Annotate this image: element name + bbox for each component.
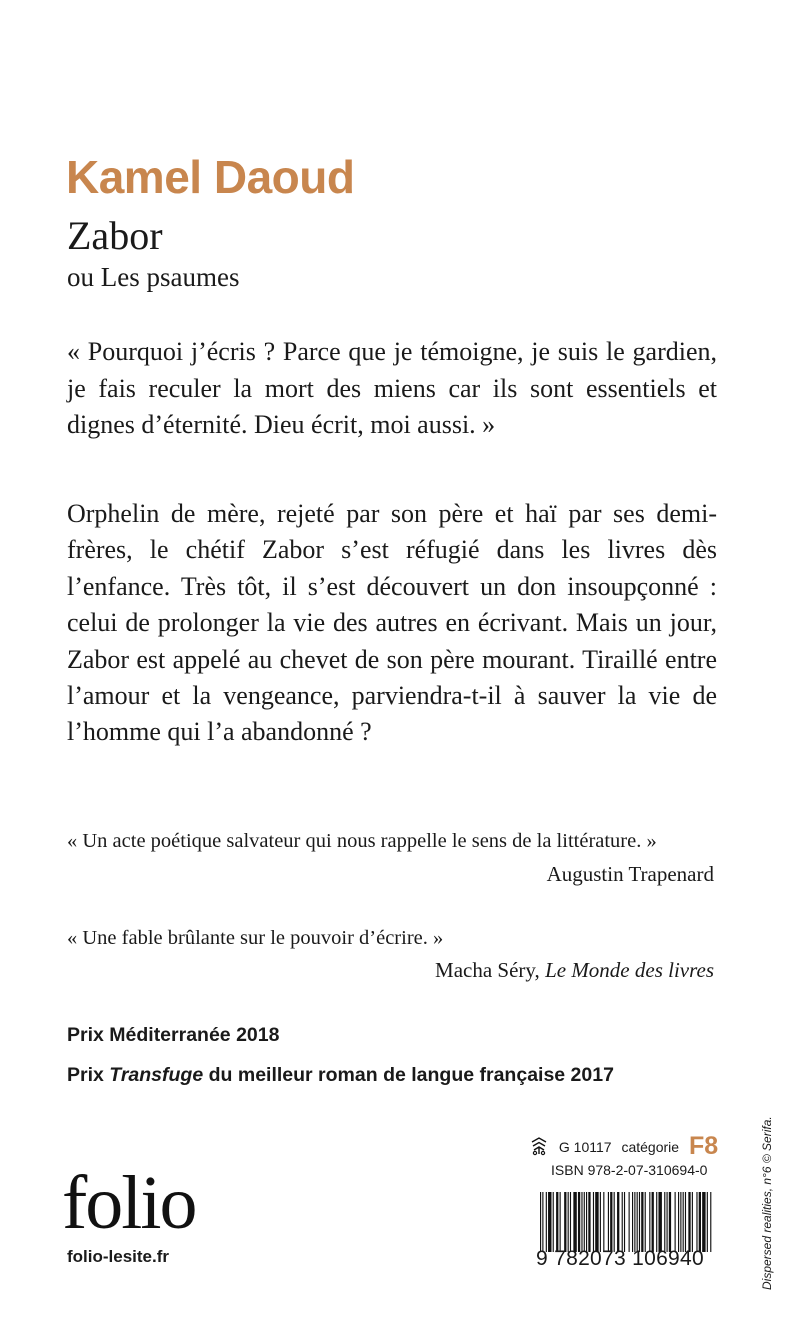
catalog-code: G 10117 <box>558 1139 612 1155</box>
prize-2-suffix: du meilleur roman de langue française 2017 <box>203 1064 614 1086</box>
barcode-bar <box>639 1192 640 1252</box>
barcode-bar <box>560 1192 561 1252</box>
barcode-bar <box>624 1192 625 1252</box>
barcode-bar <box>548 1192 551 1252</box>
barcode-bar <box>692 1192 693 1252</box>
isbn: ISBN 978-2-07-310694-0 <box>551 1162 708 1178</box>
barcode-bar <box>656 1192 657 1252</box>
blurb-paragraph: Orphelin de mère, rejeté par son père et haï par ses demi-frères, le chétif Zabor s’est réfugié dans les livres dès l’enfance. Très tôt, il s’est découvert un don insoupçonné : celui de prolonger la vie des autres en écrivant. Mais un jour, Zabor est appelé au chevet de son père mourant. Tiraillé entre l’amour et la vengeance, parviendra-t-il à sauver la vie de l’homme qui l’a abandonné ? <box>67 499 717 747</box>
category-code: F8 <box>688 1132 719 1160</box>
barcode <box>538 1192 714 1252</box>
barcode-bar <box>683 1192 684 1252</box>
barcode-bar <box>652 1192 654 1252</box>
barcode-bar <box>649 1192 650 1252</box>
review-author-name-1: Augustin Trapenard <box>546 862 714 886</box>
prize-2 <box>67 1064 614 1087</box>
author-name: Kamel Daoud <box>66 151 355 203</box>
barcode-bar <box>568 1192 569 1252</box>
barcode-bar <box>632 1192 633 1252</box>
review-author-1 <box>547 862 714 887</box>
barcode-bar <box>556 1192 558 1252</box>
barcode-bar <box>641 1192 643 1252</box>
book-title: Zabor <box>67 213 163 258</box>
barcode-bar <box>600 1192 601 1252</box>
barcode-bar <box>680 1192 681 1252</box>
barcode-bar <box>669 1192 671 1252</box>
review-quote-1: « Un acte poétique salvateur qui nous rappelle le sens de la littérature. » <box>67 830 657 852</box>
review-source-2: Le Monde des livres <box>545 958 714 982</box>
barcode-bar <box>573 1192 576 1252</box>
barcode-bar <box>617 1192 619 1252</box>
barcode-bar <box>546 1192 547 1252</box>
barcode-bar <box>629 1192 630 1252</box>
barcode-bar <box>685 1192 686 1252</box>
barcode-bar <box>678 1192 679 1252</box>
barcode-bar <box>593 1192 594 1252</box>
prize-2-magazine: Transfuge <box>109 1064 204 1086</box>
barcode-bar <box>584 1192 585 1252</box>
barcode-bar <box>658 1192 661 1252</box>
opening-quote: « Pourquoi j’écris ? Parce que je témoigne, je suis le gardien, je fais reculer la mort des miens car ils sont essentiels et dignes d’éternité. Dieu écrit, moi aussi. » <box>67 337 717 439</box>
barcode-bar <box>634 1192 635 1252</box>
barcode-bar <box>710 1192 711 1252</box>
barcode-bar <box>699 1192 701 1252</box>
barcode-bar <box>542 1192 543 1252</box>
barcode-bar <box>702 1192 705 1252</box>
review-quote-2: « Une fable brûlante sur le pouvoir d’écrire. » <box>67 927 444 949</box>
folio-logo: folio <box>62 1161 196 1245</box>
barcode-bar <box>614 1192 615 1252</box>
prize-1: Prix Méditerranée 2018 <box>67 1024 280 1046</box>
barcode-bar <box>667 1192 668 1252</box>
barcode-bar <box>586 1192 587 1252</box>
barcode-bar <box>570 1192 571 1252</box>
barcode-bar <box>707 1192 708 1252</box>
barcode-bar <box>645 1192 646 1252</box>
barcode-bar <box>540 1192 541 1252</box>
barcode-bar <box>688 1192 690 1252</box>
publisher-website[interactable]: folio-lesite.fr <box>67 1247 170 1266</box>
barcode-bar <box>603 1192 604 1252</box>
barcode-bar <box>553 1192 554 1252</box>
barcode-bar <box>595 1192 598 1252</box>
barcode-bar <box>610 1192 612 1252</box>
review-author-2 <box>435 958 714 983</box>
cover-image-credit: Dispersed realities, n°6 © Serifa. <box>760 1116 774 1290</box>
prize-2-prefix: Prix <box>67 1064 110 1086</box>
gallimard-emblem-icon <box>529 1136 549 1156</box>
barcode-digits: 9 782073 106940 <box>536 1247 704 1270</box>
book-subtitle: ou Les psaumes <box>67 262 240 292</box>
barcode-bar <box>637 1192 638 1252</box>
barcode-bar <box>696 1192 697 1252</box>
barcode-bar <box>588 1192 590 1252</box>
barcode-bar <box>564 1192 566 1252</box>
category-label: catégorie <box>621 1139 680 1155</box>
barcode-bar <box>675 1192 676 1252</box>
barcode-bar <box>608 1192 609 1252</box>
barcode-bar <box>664 1192 665 1252</box>
catalog-code-row <box>529 1132 718 1161</box>
review-author-name-2: Macha Séry, <box>435 958 546 982</box>
barcode-bar <box>578 1192 580 1252</box>
barcode-bar <box>622 1192 623 1252</box>
barcode-bar <box>581 1192 582 1252</box>
